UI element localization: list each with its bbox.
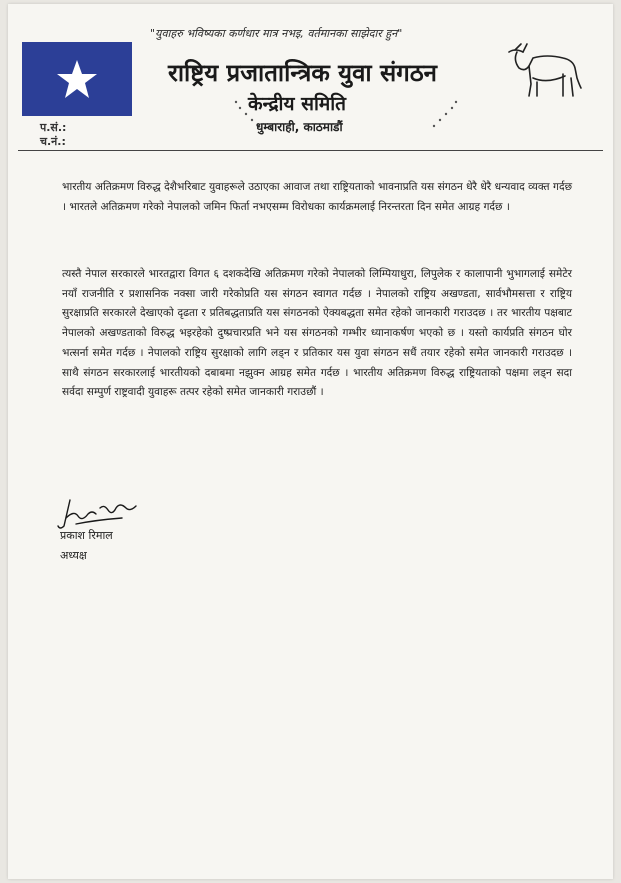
body-paragraph-2: त्यस्तै नेपाल सरकारले भारतद्वारा विगत ६ दशकदेखि अतिक्रमण गरेको नेपालको लिम्पियाधुरा, लिपुलेक र कालापानी भुभागलाई समेटेर नयाँ राजनीति र प्रशासनिक नक्सा जारी गरेकोप्रति यस संगठन स्वागत गर्दछ । नेपालको राष्ट्रिय अखण्डता, सार्वभौमसत्ता र राष्ट्रिय सुरक्षाप्रति सरकारले देखाएको दृढता र प्रतिबद्धताप्रति यस संगठनको ऐक्यबद्धता समेत रहेको जानकारी गराउदछ । तर भारतीय पक्षबाट नेपालको अखण्डताको विरुद्ध भइरहेको दुष्प्रचारप्रति भने यस संगठनको गम्भीर ध्यानाकर्षण भएको छ । यस्तो कार्यप्रति संगठन घोर भत्सर्ना समेत गर्दछ । नेपालको राष्ट्रिय सुरक्षाको लागि लड्न र प्रतिकार यस युवा संगठन सधैं तयार रहेको समेत जानकारी गराउदछ । साथै संगठन सरकारलाई भारतीयको दबाबमा नझुक्न आग्रह समेत गर्दछ । भारतीय अतिक्रमण विरुद्ध राष्ट्रियताको पक्षमा लड्न सदा सर्वदा सम्पुर्ण राष्ट्रवादी युवाहरू तत्पर रहेको समेत जानकारी गराउछौं ।: [62, 268, 572, 399]
signatory-name: प्रकाश रिमाल: [60, 529, 113, 542]
address: धुम्बाराही, काठमाडौं: [256, 120, 343, 134]
signatory-role: अध्यक्ष: [60, 549, 87, 562]
body-paragraph-1: भारतीय अतिक्रमण विरुद्ध देशैभरिबाट युवाहरूले उठाएका आवाज तथा राष्ट्रियताको भावनाप्रति यस संगठन धेरै धेरै धन्यवाद व्यक्त गर्दछ । भारतले अतिक्रमण गरेको नेपालको जमिन फिर्ता नभएसम्म विरोधका कार्यक्रमलाई निरन्तरता दिन समेत आग्रह गर्दछ ।: [62, 181, 572, 213]
handwritten-signature: [56, 496, 146, 532]
organization-name: राष्ट्रिय प्रजातान्त्रिक युवा संगठन: [168, 59, 438, 87]
cow-logo-icon: [507, 38, 585, 104]
party-flag: [22, 42, 132, 116]
decorative-dot-arc: [200, 100, 500, 160]
header-divider: [18, 150, 603, 151]
committee-name: केन्द्रीय समिति: [248, 93, 346, 115]
slogan: "युवाहरु भविष्यका कर्णधार मात्र नभइ, वर्तमानका साझेदार हुन": [150, 27, 403, 40]
dispatch-number-label: च.नं.:: [40, 135, 66, 148]
reference-number-label: प.सं.:: [40, 121, 67, 134]
star-icon: [56, 58, 98, 100]
